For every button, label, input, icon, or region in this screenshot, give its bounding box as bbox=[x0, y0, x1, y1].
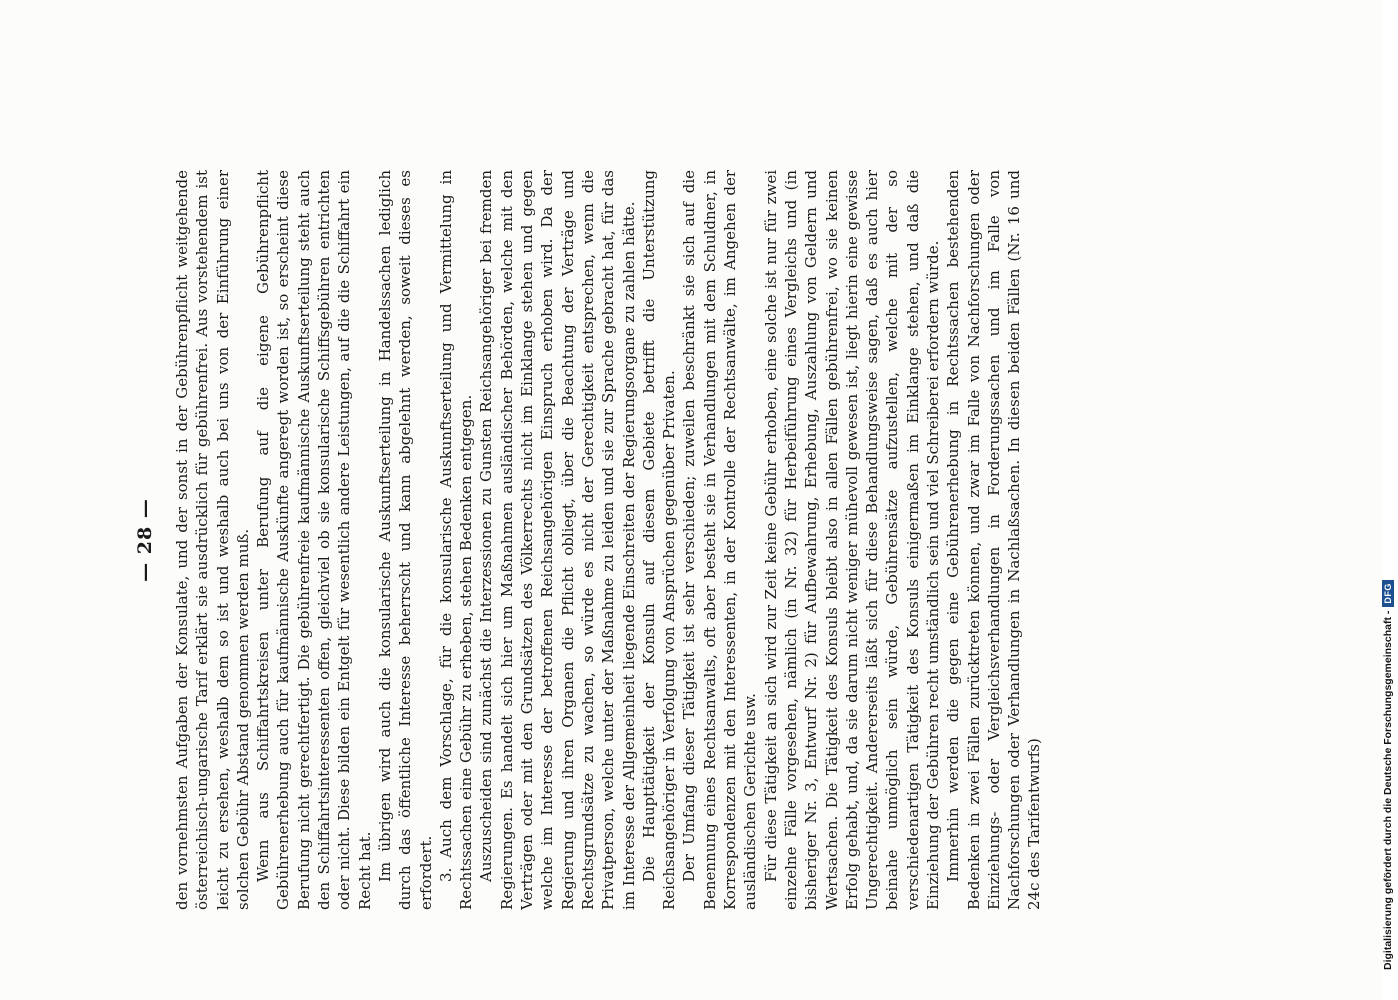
paragraph: Im übrigen wird auch die konsularische Auskunftserteilung in Handelssachen lediglich durch das öffentliche Interesse beherrscht und kann abgelehnt werden, soweit dieses es erfordert. bbox=[375, 170, 435, 910]
paragraph: Die Haupttätigkeit der Konsuln auf diesem Gebiete betrifft die Unterstützung Reichsangehöriger in Verfolgung von Ansprüchen gegenüber Privaten. bbox=[639, 170, 679, 910]
dfg-logo: DFG bbox=[1382, 580, 1394, 607]
paragraph: Der Umfang dieser Tätigkeit ist sehr verschieden; zuweilen beschränkt sie sich auf die Benennung eines Rechtsanwalts, oft aber besteht sie in Verhandlungen mit dem Schuldner, in Korrespondenzen mit den Interessenten, in der Kontrolle der Rechtsanwälte, im Angehen der ausländischen Gerichte usw. bbox=[680, 170, 760, 910]
paragraph: Wenn aus Schiffahrtskreisen unter Berufung auf die eigene Gebührenpflicht Gebührenerhebung auch für kaufmännische Auskünfte angeregt worden ist, so erscheint diese Berufung nicht gerechtfertigt. Die gebührenfreie kaufmännische Auskunftserteilung steht auch den Schiffahrtsinteressenten offen, gleichviel ob sie konsularische Schiffsgebühren entrichten oder nicht. Diese bilden ein Entgelt für wesentlich andere Leistungen, auf die die Schiffahrt ein Recht hat. bbox=[254, 170, 374, 910]
rotated-page-body bbox=[134, 170, 1214, 910]
credit-text: Digitalisierung gefördert durch die Deutsche Forschungsgemeinschaft - bbox=[1382, 610, 1394, 970]
paragraph: Auszuscheiden sind zunächst die Interzessionen zu Gunsten Reichsangehöriger bei fremden Regierungen. Es handelt sich hier um Maßnahmen ausländischer Behörden, welche mit den Verträgen oder mit den Grundsätzen des Völkerrechts nicht im Einklange stehen und gegen welche im Interesse der betroffenen Reichsangehörigen Einspruch erhoben wird. Da der Regierung und ihren Organen die Pflicht obliegt, über die Beachtung der Verträge und Rechtsgrundsätze zu wachen, so würde es nicht der Gerechtigkeit entsprechen, wenn die Privatperson, welche unter der Maßnahme zu leiden und sie zur Sprache gebracht hat, für das im Interesse der Allgemeinheit liegende Einschreiten der Regierungsorgane zu zahlen hätte. bbox=[477, 170, 638, 910]
paragraph: 3. Auch dem Vorschlage, für die konsularische Auskunftserteilung und Vermittelung in Rechtssachen eine Gebühr zu erheben, stehen Bedenken entgegen. bbox=[436, 170, 476, 910]
digitization-credit bbox=[1382, 10, 1398, 970]
page-number: — 28 — bbox=[134, 498, 156, 582]
paragraph: den vornehmsten Aufgaben der Konsulate, und der sonst in der Gebührenpflicht weitgehende österreichisch-ungarische Tarif erklärt sie ausdrücklich für gebührenfrei. Aus vorstehendem ist leicht zu ersehen, weshalb dem so ist und weshalb auch bei uns von der Einführung einer solchen Gebühr Abstand genommen werden muß. bbox=[173, 170, 252, 910]
paragraph: Für diese Tätigkeit an sich wird zur Zeit keine Gebühr erhoben, eine solche ist nur für zwei einzelne Fälle vorgesehen, nämlich (in Nr. 32) für Herbeiführung eines Vergleichs und (in bisheriger Nr. 3, Entwurf Nr. 2) für Aufbewahrung, Erhebung, Auszahlung von Geldern und Wertsachen. Die Tätigkeit des Konsuls bleibt also in allen Fällen gebührenfrei, wo sie keinen Erfolg gehabt, und, da sie darum nicht weniger mühevoll gewesen ist, liegt hierin eine gewisse Ungerechtigkeit. Andererseits läßt sich für diese Behandlungsweise sagen, daß es auch hier beinahe unmöglich sein würde, Gebührensätze aufzustellen, welche mit der so verschiedenartigen Tätigkeit des Konsuls einigermaßen im Einklange stehen, und daß die Einziehung der Gebühren recht umständlich sein und viel Schreiberei erfordern würde. bbox=[761, 170, 942, 910]
body-text bbox=[172, 170, 1045, 910]
paragraph: Immerhin werden die gegen eine Gebührenerhebung in Rechtssachen bestehenden Bedenken in zwei Fällen zurücktreten können, und zwar im Falle von Nachforschungen oder Einziehungs- oder Vergleichsverhandlungen in Forderungssachen und im Falle von Nachforschungen oder Verhandlungen in Nachlaßsachen. In diesen beiden Fällen (Nr. 16 und 24c des Tarifentwurfs) bbox=[944, 170, 1044, 910]
